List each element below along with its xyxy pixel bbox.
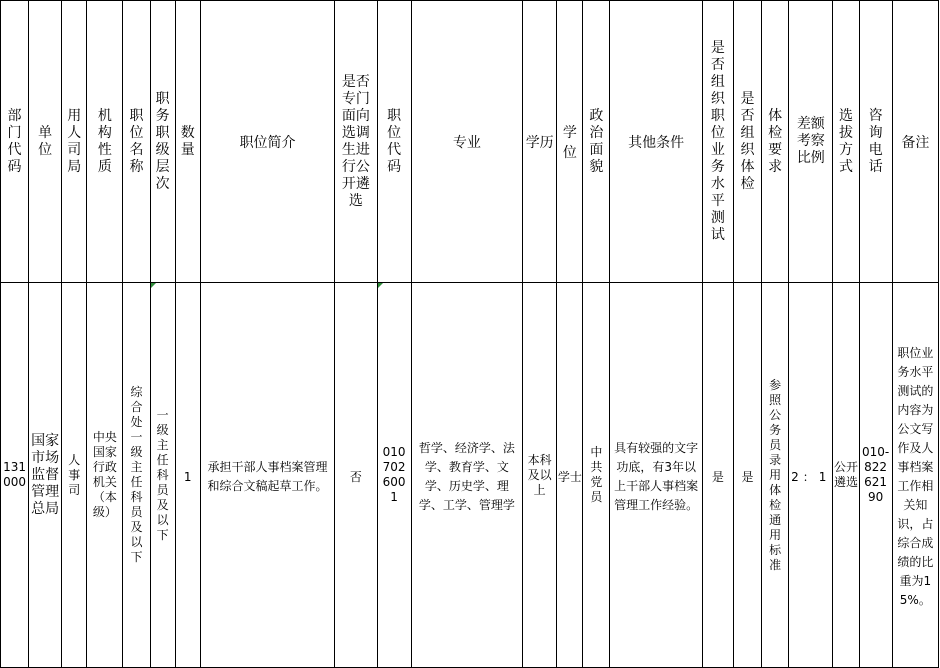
cell-hiring-bureau[interactable]: 人事司 — [62, 283, 87, 668]
cell-position-name[interactable]: 综合处一级主任科员及以下 — [123, 283, 150, 668]
cell-unit[interactable]: 国家市场监督管理总局 — [29, 283, 62, 668]
header-row — [1, 1, 939, 283]
header-remarks[interactable]: 备注 — [892, 1, 938, 283]
cell-phone[interactable]: 010-82262190 — [859, 283, 892, 668]
header-org-nature[interactable]: 机构性质 — [87, 1, 123, 283]
header-position-name[interactable]: 职位名称 — [123, 1, 150, 283]
cell-dept-code[interactable]: 131000 — [1, 283, 29, 668]
header-ratio[interactable]: 差额考察比例 — [789, 1, 833, 283]
header-political-status[interactable]: 政治面貌 — [583, 1, 610, 283]
comment-marker — [378, 283, 383, 288]
header-physical-requirement[interactable]: 体检要求 — [762, 1, 789, 283]
cell-physical-exam[interactable]: 是 — [734, 283, 762, 668]
cell-org-nature[interactable]: 中央国家行政机关（本级） — [87, 283, 123, 668]
header-physical-exam[interactable]: 是否组织体检 — [734, 1, 762, 283]
cell-degree[interactable]: 学士 — [557, 283, 583, 668]
header-major[interactable]: 专业 — [411, 1, 522, 283]
cell-political-status[interactable]: 中共党员 — [583, 283, 610, 668]
cell-duty-level[interactable]: 一级主任科员及以下 — [150, 283, 175, 668]
cell-major[interactable]: 哲学、经济学、法学、教育学、文学、历史学、理学、工学、管理学 — [411, 283, 522, 668]
header-hiring-bureau[interactable]: 用人司局 — [62, 1, 87, 283]
header-education[interactable]: 学历 — [523, 1, 557, 283]
table-row — [1, 283, 939, 668]
header-special-selection[interactable]: 是否专门面向选调生进行公开遴选 — [335, 1, 377, 283]
header-position-intro[interactable]: 职位简介 — [200, 1, 335, 283]
header-other-conditions[interactable]: 其他条件 — [610, 1, 702, 283]
cell-special-selection[interactable]: 否 — [335, 283, 377, 668]
cell-quantity[interactable]: 1 — [175, 283, 200, 668]
cell-education[interactable]: 本科及以上 — [523, 283, 557, 668]
cell-ratio[interactable]: 2：1 — [789, 283, 833, 668]
cell-selection-method[interactable]: 公开遴选 — [833, 283, 859, 668]
header-unit[interactable]: 单位 — [29, 1, 62, 283]
cell-position-intro[interactable]: 承担干部人事档案管理和综合文稿起草工作。 — [200, 283, 335, 668]
cell-skill-test[interactable]: 是 — [702, 283, 733, 668]
header-duty-level[interactable]: 职务职级层次 — [150, 1, 175, 283]
cell-remarks[interactable]: 职位业务水平测试的内容为公文写作及人事档案工作相关知识，占综合成绩的比重为15%。 — [892, 283, 938, 668]
header-phone[interactable]: 咨询电话 — [859, 1, 892, 283]
header-quantity[interactable]: 数量 — [175, 1, 200, 283]
header-position-code[interactable]: 职位代码 — [377, 1, 411, 283]
header-selection-method[interactable]: 选拔方式 — [833, 1, 859, 283]
header-degree[interactable]: 学位 — [557, 1, 583, 283]
cell-other-conditions[interactable]: 具有较强的文字功底，有3年以上干部人事档案管理工作经验。 — [610, 283, 702, 668]
cell-physical-requirement[interactable]: 参照公务员录用体检通用标准 — [762, 283, 789, 668]
cell-position-code[interactable]: 010702600 1 — [377, 283, 411, 668]
header-dept-code[interactable]: 部门代码 — [1, 1, 29, 283]
comment-marker — [151, 283, 156, 288]
header-skill-test[interactable]: 是否组织职位业务水平测试 — [702, 1, 733, 283]
